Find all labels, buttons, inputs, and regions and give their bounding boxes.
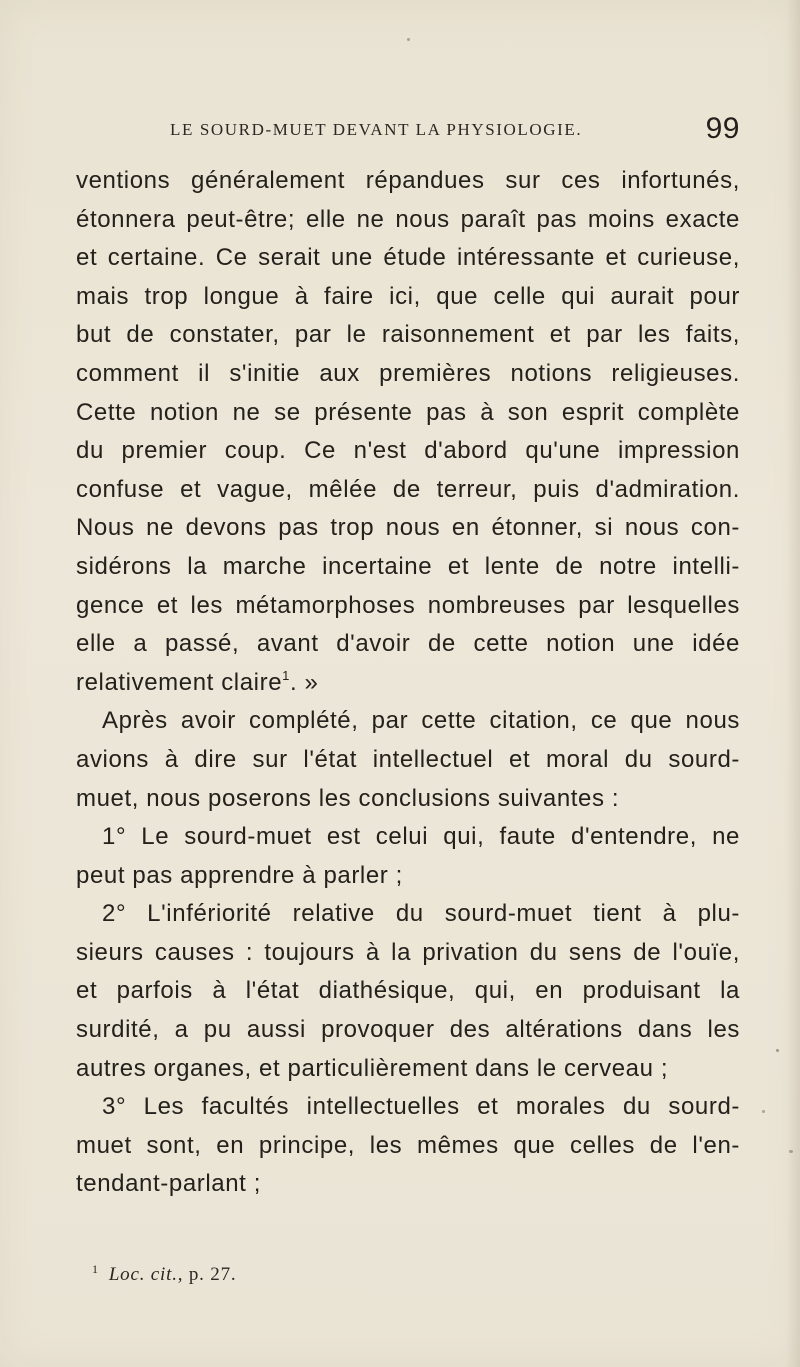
text-line: tendant-parlant ;: [76, 1170, 261, 1198]
text-line: 1° Le sourd-muet est celui qui, faute d'entendre, ne: [102, 823, 740, 851]
text-line: autres organes, et particulièrement dans le cerveau ;: [76, 1054, 669, 1082]
text-line: comment il s'initie aux premières notions religieuses.: [76, 359, 740, 387]
text-line: sidérons la marche incertaine et lente de notre intelli-: [76, 552, 740, 580]
paper-speck: [762, 1110, 765, 1113]
text-line: Après avoir complété, par cette citation, ce que nous: [102, 707, 740, 735]
footnote-mark: 1: [92, 1262, 99, 1276]
text-line: Nous ne devons pas trop nous en étonner, si nous con-: [76, 514, 740, 542]
text-line: 2° L'infériorité relative du sourd-muet tient à plu-: [102, 900, 740, 928]
footnote-reference: 1: [282, 667, 290, 683]
body-text: [76, 162, 740, 1204]
footnote-loc: Loc. cit.: [108, 1264, 178, 1285]
page-header: [170, 112, 740, 152]
text-line: peut pas apprendre à parler ;: [76, 861, 403, 889]
text-line: du premier coup. Ce n'est d'abord qu'une impression: [76, 437, 740, 465]
text-line: étonnera peut-être; elle ne nous paraît pas moins exacte: [76, 205, 740, 233]
paper-speck: [789, 1150, 793, 1153]
text-line: ventions généralement répandues sur ces infortunés,: [76, 167, 740, 194]
footnote: [92, 1262, 236, 1286]
page-edge-shadow: [786, 0, 800, 1367]
running-head: LE SOURD-MUET DEVANT LA PHYSIOLOGIE.: [170, 120, 583, 139]
text-line: surdité, a pu aussi provoquer des altérations dans les: [76, 1016, 740, 1044]
text-line: sieurs causes : toujours à la privation du sens de l'ouïe,: [76, 938, 740, 966]
paper-speck: [776, 1049, 779, 1052]
text-line: Cette notion ne se présente pas à son esprit complète: [76, 398, 740, 426]
text-line: gence et les métamorphoses nombreuses par lesquelles: [76, 591, 740, 619]
paper-speck: [407, 38, 410, 41]
text-line: muet sont, en principe, les mêmes que celles de l'en-: [76, 1131, 740, 1159]
text-line: et certaine. Ce serait une étude intéressante et curieuse,: [76, 244, 740, 272]
text-line: mais trop longue à faire ici, que celle qui aurait pour: [76, 282, 740, 310]
footnote-ref: , p. 27.: [177, 1264, 237, 1285]
text-line: elle a passé, avant d'avoir de cette notion une idée: [76, 630, 740, 658]
quote-close: . »: [290, 668, 319, 696]
page-number: 99: [705, 112, 740, 145]
text-line: muet, nous poserons les conclusions suivantes :: [76, 784, 620, 812]
text-line: confuse et vague, mêlée de terreur, puis d'admiration.: [76, 475, 740, 503]
text-line: avions à dire sur l'état intellectuel et moral du sourd-: [76, 745, 740, 773]
text-line: et parfois à l'état diathésique, qui, en produisant la: [76, 977, 740, 1005]
text-line: 3° Les facultés intellectuelles et morales du sourd-: [102, 1093, 740, 1121]
text-line-body: relativement claire: [76, 668, 283, 696]
text-line-with-footnote-ref: [76, 664, 740, 703]
text-line: but de constater, par le raisonnement et par les faits,: [76, 321, 740, 349]
